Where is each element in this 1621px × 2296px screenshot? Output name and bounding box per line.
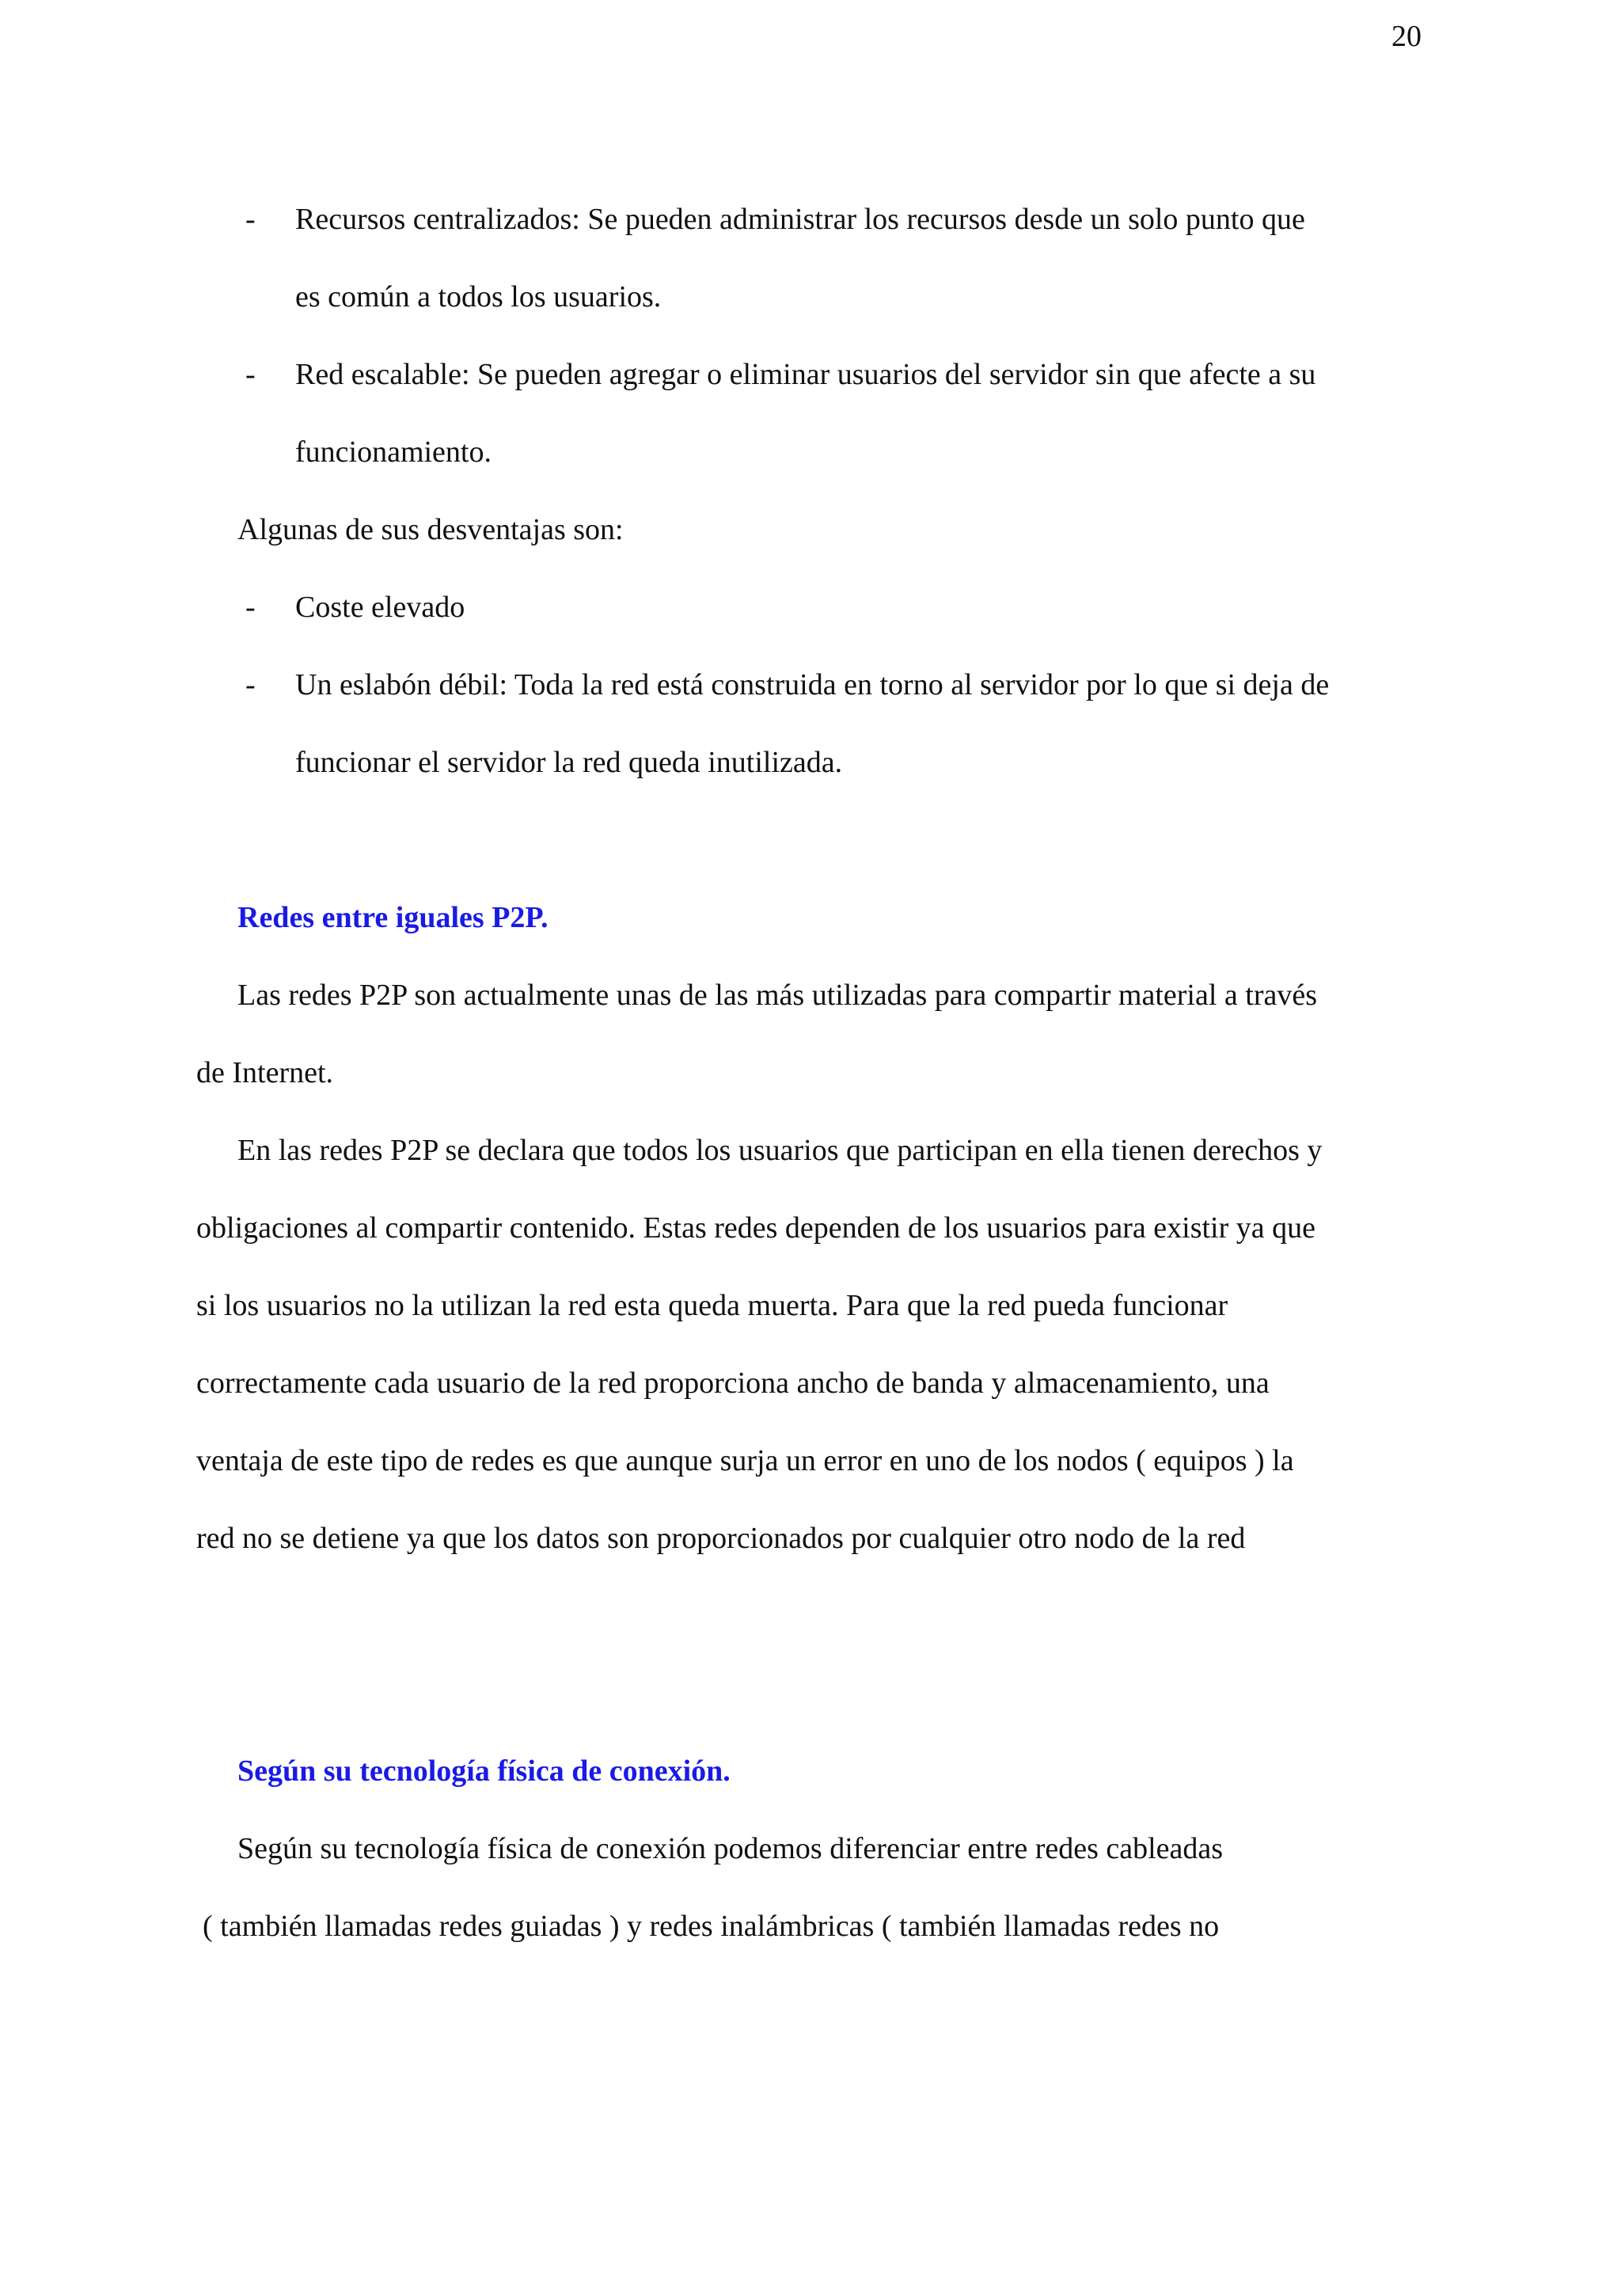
paragraph-line: ( también llamadas redes guiadas ) y redes inalámbricas ( también llamadas redes no (203, 1910, 1220, 1943)
advantage-line: Recursos centralizados: Se pueden administrar los recursos desde un solo punto que (295, 203, 1305, 236)
bullet-dash: - (245, 358, 256, 391)
paragraph-line: ventaja de este tipo de redes es que aunque surja un error en uno de los nodos ( equipos ) la (196, 1444, 1294, 1477)
advantage-line: funcionamiento. (295, 435, 492, 469)
paragraph-line: Las redes P2P son actualmente unas de las más utilizadas para compartir material a través (237, 979, 1317, 1012)
section-heading-p2p: Redes entre iguales P2P. (237, 901, 549, 934)
disadvantage-line: funcionar el servidor la red queda inutilizada. (295, 746, 843, 779)
page-number: 20 (1391, 20, 1422, 53)
disadvantages-intro: Algunas de sus desventajas son: (237, 513, 624, 546)
bullet-dash: - (245, 668, 256, 701)
section-heading-tecnologia: Según su tecnología física de conexión. (237, 1754, 731, 1788)
paragraph-line: de Internet. (196, 1056, 334, 1089)
advantage-line: es común a todos los usuarios. (295, 280, 662, 314)
paragraph-line: En las redes P2P se declara que todos los usuarios que participan en ella tienen derechos y (237, 1134, 1323, 1167)
disadvantage-line: Un eslabón débil: Toda la red está construida en torno al servidor por lo que si deja de (295, 668, 1330, 701)
disadvantage-line: Coste elevado (295, 591, 465, 624)
advantage-line: Red escalable: Se pueden agregar o eliminar usuarios del servidor sin que afecte a su (295, 358, 1316, 391)
paragraph-line: correctamente cada usuario de la red proporciona ancho de banda y almacenamiento, una (196, 1367, 1270, 1400)
paragraph-line: obligaciones al compartir contenido. Estas redes dependen de los usuarios para existir ya que (196, 1211, 1315, 1245)
bullet-dash: - (245, 203, 256, 236)
paragraph-line: si los usuarios no la utilizan la red esta queda muerta. Para que la red pueda funcionar (196, 1289, 1228, 1322)
paragraph-line: red no se detiene ya que los datos son proporcionados por cualquier otro nodo de la red (196, 1522, 1246, 1555)
paragraph-line: Según su tecnología física de conexión podemos diferenciar entre redes cableadas (237, 1832, 1224, 1865)
bullet-dash: - (245, 591, 256, 624)
